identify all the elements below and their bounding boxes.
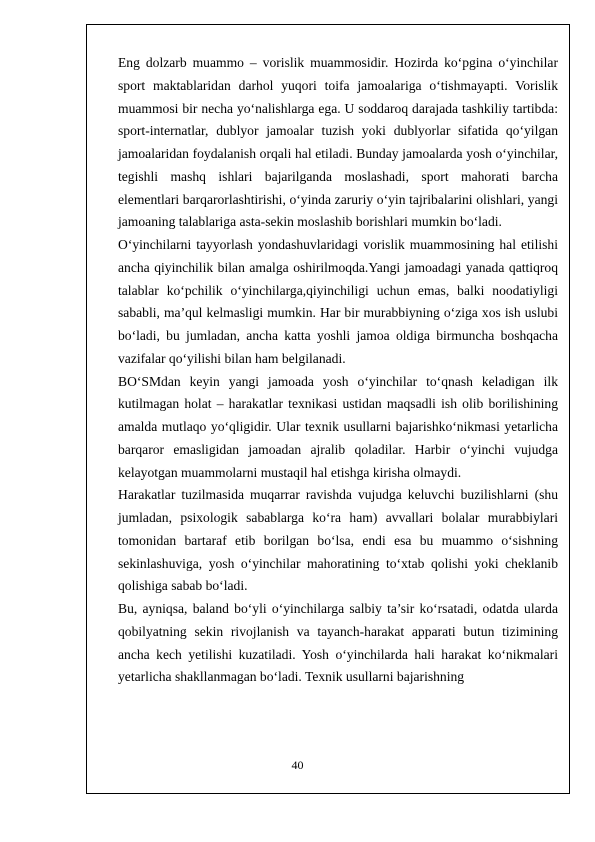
paragraph-4: Harakatlar tuzilmasida muqarrar ravishda vujudga keluvchi buzilishlarni (shu jumladan, psixologik sabablarga ko‘ra ham) avvallari bolalar murabbiylari tomonidan bartaraf etib borilgan bo‘lsa, endi esa bu muammo o‘sishning sekinlashuviga, yosh o‘yinchilar mahoratining to‘xtab qolishi yoki cheklanib qolishiga sabab bo‘ladi. <box>118 487 558 594</box>
paragraph-1: Eng dolzarb muammo – vorislik muammosidir. Hozirda ko‘pgina o‘yinchilar sport maktablaridan darhol yuqori toifa jamoalariga o‘tishmayapti. Vorislik muammosi bir necha yo‘nalishlarga ega. U soddaroq darajada tashkiliy tartibda: sport-internatlar, dublyor jamoalar tuzish yoki dublyorlar sifatida qo‘yilgan jamoalaridan foydalanish orqali hal etiladi. Bunday jamoalarda yosh o‘yinchilar, tegishli mashq ishlari bajarilganda moslashadi, sport mahorati barcha elementlari barqarorlashtirishi, o‘yinda zaruriy o‘yin tajribalarini olishlari, yangi jamoaning talablariga asta-sekin moslashib borishlari mumkin bo‘ladi. <box>118 55 558 230</box>
paragraph-3: BO‘SMdan keyin yangi jamoada yosh o‘yinchilar to‘qnash keladigan ilk kutilmagan holat – harakatlar texnikasi ustidan maqsadli ish olib borilishining amalda mutlaqo yo‘qligidir. Ular texnik usullarni bajarishko‘nikmasi yetarlicha barqaror emasligidan jamoadan ajralib qoladilar. Harbir o‘yinchi vujudga kelayotgan muammolarni mustaqil hal etishga kirisha olmaydi. <box>118 373 558 480</box>
paragraph-5: Bu, ayniqsa, baland bo‘yli o‘yinchilarga salbiy ta’sir ko‘rsatadi, odatda ularda qobilyatning sekin rivojlanish va tayanch-harakat apparati butun tizimining ancha kech yetilishi kuzatiladi. Yosh o‘yinchilarda hali harakat ko‘nikmalari yetarlicha shakllanmagan bo‘ladi. Texnik usullarni bajarishning <box>118 601 558 685</box>
document-body <box>118 52 558 689</box>
paragraph-2: O‘yinchilarni tayyorlash yondashuvlaridagi vorislik muammosining hal etilishi ancha qiyinchilik bilan amalga oshirilmoqda.Yangi jamoadagi yanada qattiqroq talablar ko‘pchilik o‘yinchilarga,qiyinchiligi uchun emas, balki noodatiyligi sababli, ma’qul kelmasligi mumkin. Har bir murabbiyning o‘ziga xos ish uslubi bo‘ladi, bu jumladan, ancha katta yoshli jamoa oldiga birmuncha boshqacha vazifalar qo‘yilishi bilan ham belgilanadi. <box>118 237 558 366</box>
page-number: 40 <box>291 758 304 772</box>
